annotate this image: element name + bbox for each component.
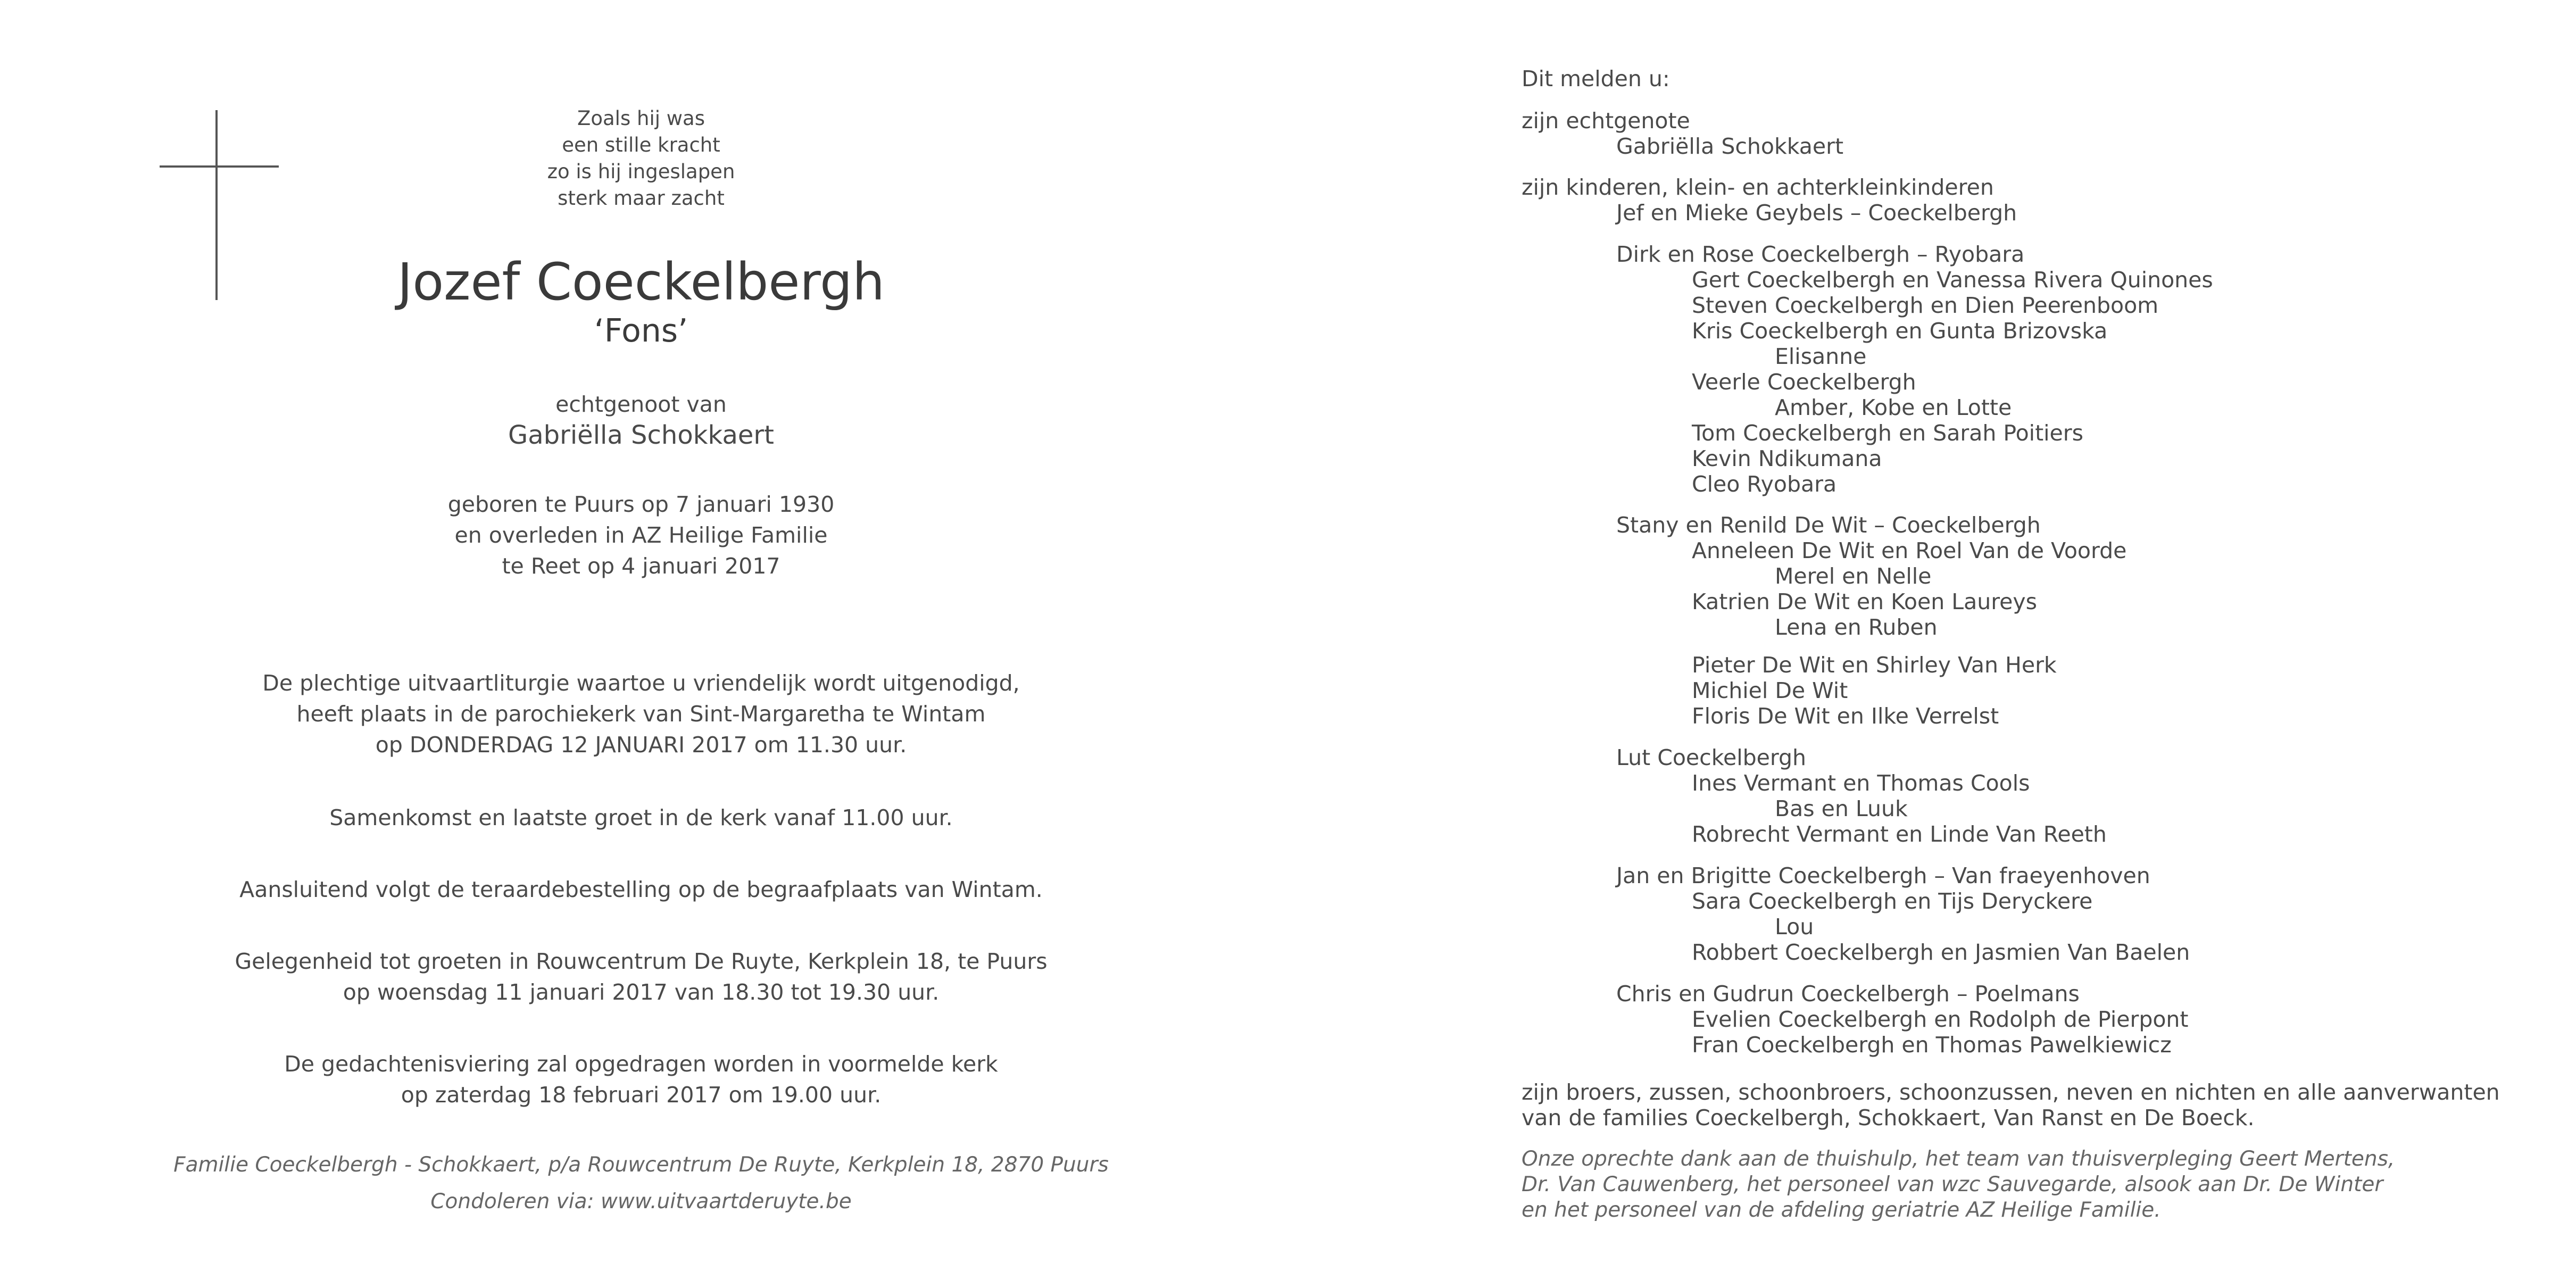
- birth-death-info: [160, 489, 1123, 581]
- family-member: Ines Vermant en Thomas Cools: [1692, 770, 2030, 796]
- memorial-line: op zaterdag 18 februari 2017 om 19.00 uur.: [401, 1082, 882, 1108]
- meeting-info: Samenkomst en laatste groet in de kerk vanaf 11.00 uur.: [329, 805, 953, 830]
- wife-name: Gabriëlla Schokkaert: [1616, 134, 1844, 159]
- family-member: Michiel De Wit: [1692, 678, 1848, 703]
- family-member: Elisanne: [1775, 344, 1867, 369]
- family-member: Bas en Luuk: [1775, 796, 1908, 821]
- family-member: Kevin Ndikumana: [1692, 446, 1882, 471]
- family-member: Gert Coeckelbergh en Vanessa Rivera Quinones: [1692, 267, 2213, 293]
- family-member: Kris Coeckelbergh en Gunta Brizovska: [1692, 318, 2108, 344]
- poem-line: zo is hij ingeslapen: [547, 160, 735, 183]
- thanks-line: Onze oprechte dank aan de thuishulp, het team van thuisverpleging Geert Mertens,: [1522, 1147, 2395, 1171]
- family-member: Tom Coeckelbergh en Sarah Poitiers: [1692, 420, 2083, 446]
- poem-line: een stille kracht: [562, 134, 720, 156]
- condolence-link: Condoleren via: www.uitvaartderuyte.be: [430, 1190, 852, 1214]
- poem: [160, 105, 1123, 212]
- family-member: Dirk en Rose Coeckelbergh – Ryobara: [1616, 242, 2025, 267]
- spouse-intro: echtgenoot van: [555, 392, 727, 417]
- deceased-nickname: ‘Fons’: [594, 312, 688, 350]
- spouse-name: Gabriëlla Schokkaert: [508, 420, 774, 450]
- family-member: Stany en Renild De Wit – Coeckelbergh: [1616, 512, 2041, 538]
- memorial-info: [160, 1049, 1123, 1110]
- family-member: Pieter De Wit en Shirley Van Herk: [1692, 652, 2057, 678]
- relatives-line: van de families Coeckelbergh, Schokkaert, Van Ranst en De Boeck.: [1522, 1105, 2255, 1131]
- thanks-line: en het personeel van de afdeling geriatrie AZ Heilige Familie.: [1522, 1198, 2161, 1222]
- greeting-line: op woensdag 11 januari 2017 van 18.30 tot 19.30 uur.: [343, 979, 940, 1005]
- burial-info: Aansluitend volgt de teraardebestelling op de begraafplaats van Wintam.: [239, 877, 1043, 902]
- greeting-info: [160, 946, 1123, 1008]
- funeral-line: op DONDERDAG 12 JANUARI 2017 om 11.30 uur.: [375, 732, 907, 758]
- family-member: Cleo Ryobara: [1692, 471, 1837, 497]
- family-member: Robrecht Vermant en Linde Van Reeth: [1692, 821, 2107, 847]
- funeral-line: heeft plaats in de parochiekerk van Sint-Margaretha te Wintam: [296, 701, 986, 727]
- family-member: Merel en Nelle: [1775, 563, 1932, 589]
- funeral-info: [160, 668, 1123, 760]
- death-place-line: te Reet op 4 januari 2017: [502, 553, 780, 579]
- family-member: Katrien De Wit en Koen Laureys: [1692, 589, 2037, 614]
- family-member: Evelien Coeckelbergh en Rodolph de Pierpont: [1692, 1007, 2189, 1032]
- family-member: Chris en Gudrun Coeckelbergh – Poelmans: [1616, 981, 2080, 1007]
- family-address: Familie Coeckelbergh - Schokkaert, p/a Rouwcentrum De Ruyte, Kerkplein 18, 2870 Puurs: [173, 1153, 1109, 1177]
- family-member: Lena en Ruben: [1775, 614, 1938, 640]
- family-member: Anneleen De Wit en Roel Van de Voorde: [1692, 538, 2127, 563]
- announcement-intro: Dit melden u:: [1522, 66, 1670, 92]
- family-member: Sara Coeckelbergh en Tijs Deryckere: [1692, 888, 2093, 914]
- children-label: zijn kinderen, klein- en achterkleinkinderen: [1522, 174, 1994, 200]
- family-member: Floris De Wit en Ilke Verrelst: [1692, 703, 1999, 729]
- relatives-line: zijn broers, zussen, schoonbroers, schoonzussen, neven en nichten en alle aanverwanten: [1522, 1079, 2500, 1105]
- greeting-line: Gelegenheid tot groeten in Rouwcentrum De Ruyte, Kerkplein 18, te Puurs: [235, 949, 1048, 974]
- poem-line: sterk maar zacht: [558, 187, 725, 210]
- poem-line: Zoals hij was: [577, 107, 705, 130]
- memorial-line: De gedachtenisviering zal opgedragen worden in voormelde kerk: [284, 1051, 998, 1077]
- family-member: Lut Coeckelbergh: [1616, 745, 1806, 770]
- family-member: Veerle Coeckelbergh: [1692, 369, 1916, 395]
- family-member: Robbert Coeckelbergh en Jasmien Van Baelen: [1692, 940, 2190, 965]
- family-member: Amber, Kobe en Lotte: [1775, 395, 2012, 420]
- family-member: Lou: [1775, 914, 1814, 940]
- family-member: Fran Coeckelbergh en Thomas Pawelkiewicz: [1692, 1032, 2172, 1058]
- family-member: Jan en Brigitte Coeckelbergh – Van fraeyenhoven: [1616, 863, 2150, 888]
- funeral-line: De plechtige uitvaartliturgie waartoe u vriendelijk wordt uitgenodigd,: [262, 670, 1020, 696]
- birth-line: geboren te Puurs op 7 januari 1930: [447, 492, 835, 517]
- family-member: Jef en Mieke Geybels – Coeckelbergh: [1616, 200, 2017, 226]
- deceased-name: Jozef Coeckelbergh: [397, 252, 885, 312]
- death-line: en overleden in AZ Heilige Familie: [454, 522, 828, 548]
- family-member: Steven Coeckelbergh en Dien Peerenboom: [1692, 293, 2159, 318]
- thanks-line: Dr. Van Cauwenberg, het personeel van wzc Sauvegarde, alsook aan Dr. De Winter: [1522, 1173, 2383, 1196]
- wife-label: zijn echtgenote: [1522, 108, 1690, 134]
